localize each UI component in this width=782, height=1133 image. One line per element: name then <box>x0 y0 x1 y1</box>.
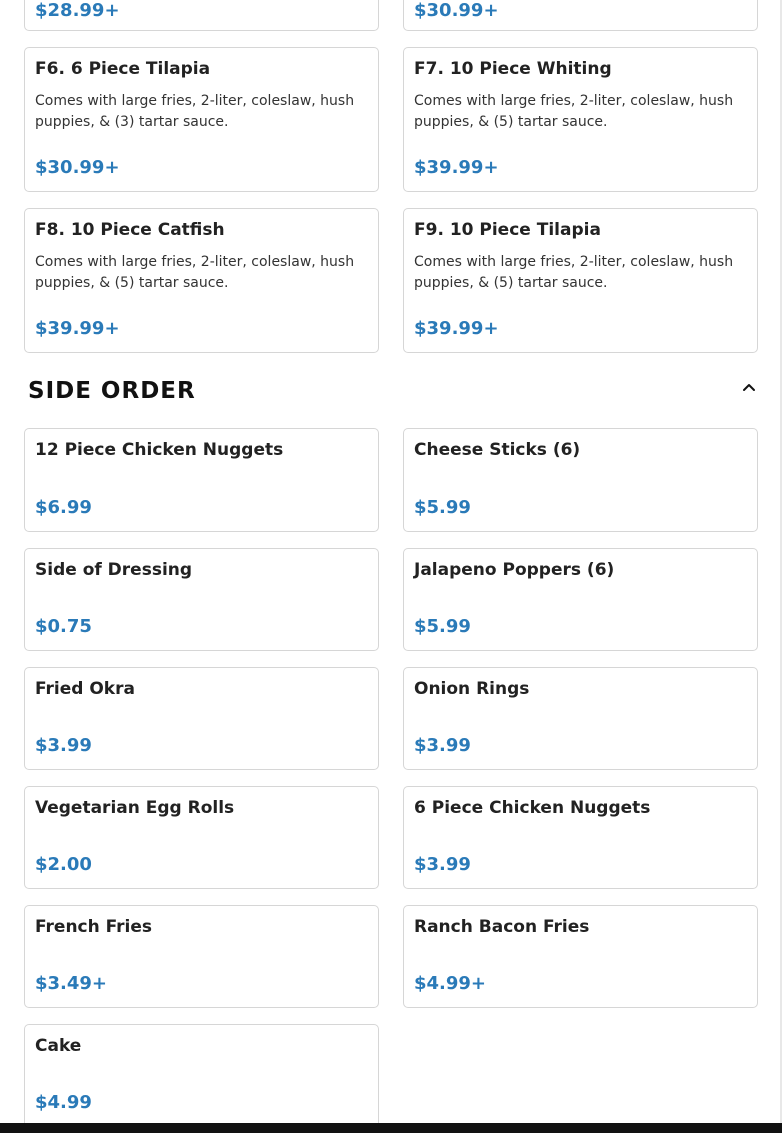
menu-item-card[interactable] <box>403 905 758 1008</box>
item-name: Cake <box>35 1036 82 1056</box>
item-name: 6 Piece Chicken Nuggets <box>414 798 651 818</box>
item-price: $4.99+ <box>414 973 487 994</box>
item-price: $39.99+ <box>414 318 499 339</box>
item-price: $3.49+ <box>35 973 108 994</box>
item-name: French Fries <box>35 917 153 937</box>
item-name: F7. 10 Piece Whiting <box>414 59 612 79</box>
item-name: F9. 10 Piece Tilapia <box>414 220 601 240</box>
item-name: Jalapeno Poppers (6) <box>414 560 615 580</box>
menu-item-card[interactable] <box>24 548 379 651</box>
menu-item-card[interactable] <box>24 905 379 1008</box>
item-price: $4.99 <box>35 1092 92 1113</box>
section-title-side-order: SIDE ORDER <box>28 378 196 404</box>
item-description: Comes with large fries, 2-liter, coleslaw, hush puppies, & (5) tartar sauce. <box>414 93 734 130</box>
item-name: Onion Rings <box>414 679 530 699</box>
menu-item-card[interactable] <box>403 548 758 651</box>
menu-item-card[interactable] <box>24 667 379 770</box>
item-name: Vegetarian Egg Rolls <box>35 798 235 818</box>
item-price: $30.99+ <box>35 157 120 178</box>
item-price: $5.99 <box>414 616 471 637</box>
chevron-up-icon <box>742 380 756 394</box>
item-name: 12 Piece Chicken Nuggets <box>35 440 284 460</box>
menu-item-card[interactable] <box>403 0 758 31</box>
item-name: Ranch Bacon Fries <box>414 917 590 937</box>
item-price: $3.99 <box>414 735 471 756</box>
item-price: $39.99+ <box>35 318 120 339</box>
menu-item-card[interactable] <box>403 786 758 889</box>
item-description: Comes with large fries, 2-liter, coleslaw, hush puppies, & (3) tartar sauce. <box>35 93 355 130</box>
item-description: Comes with large fries, 2-liter, coleslaw, hush puppies, & (5) tartar sauce. <box>414 254 734 291</box>
item-name: Side of Dressing <box>35 560 193 580</box>
item-name: Cheese Sticks (6) <box>414 440 581 460</box>
item-name: F8. 10 Piece Catfish <box>35 220 225 240</box>
menu-item-card[interactable] <box>24 0 379 31</box>
item-price: $30.99+ <box>414 0 499 21</box>
menu-item-card[interactable] <box>24 208 379 353</box>
item-price: $3.99 <box>35 735 92 756</box>
bottom-bar <box>0 1123 782 1133</box>
item-price: $28.99+ <box>35 0 120 21</box>
menu-item-card[interactable] <box>24 786 379 889</box>
item-price: $0.75 <box>35 616 92 637</box>
item-price: $5.99 <box>414 497 471 518</box>
menu-item-card[interactable] <box>403 208 758 353</box>
item-name: Fried Okra <box>35 679 135 699</box>
menu-item-card[interactable] <box>403 428 758 532</box>
item-price: $2.00 <box>35 854 92 875</box>
menu-item-card[interactable] <box>24 428 379 532</box>
section-collapse-button[interactable] <box>738 376 760 398</box>
menu-item-card[interactable] <box>24 1024 379 1133</box>
menu-item-card[interactable] <box>403 47 758 192</box>
item-price: $3.99 <box>414 854 471 875</box>
item-name: F6. 6 Piece Tilapia <box>35 59 211 79</box>
item-description: Comes with large fries, 2-liter, coleslaw, hush puppies, & (5) tartar sauce. <box>35 254 355 291</box>
menu-item-card[interactable] <box>403 667 758 770</box>
item-price: $6.99 <box>35 497 92 518</box>
item-price: $39.99+ <box>414 157 499 178</box>
menu-item-card[interactable] <box>24 47 379 192</box>
